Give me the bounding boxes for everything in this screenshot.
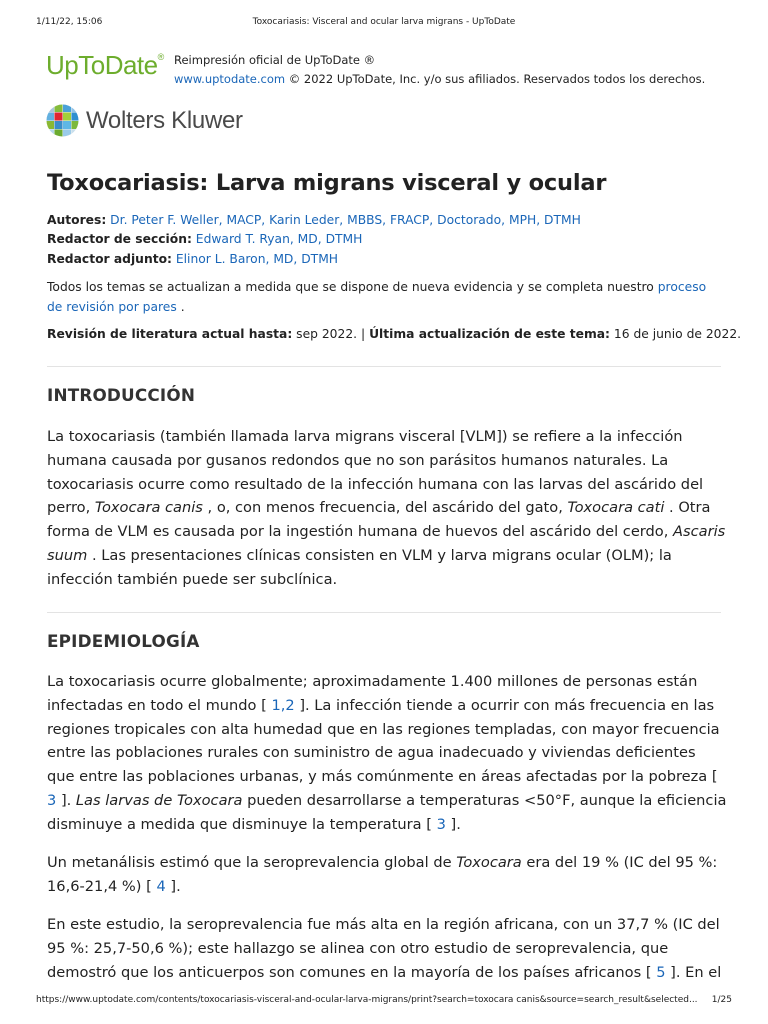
reference-link[interactable]: 1,2	[271, 696, 295, 714]
text-run: La toxocariasis ocurre globalmente; aproximadamente 1.400 millones de personas están infectadas en todo el mundo [	[47, 673, 698, 714]
divider	[47, 612, 721, 613]
reference-link[interactable]: 4	[156, 877, 166, 895]
deputy-editor-row	[47, 250, 338, 270]
italic-term: Toxocara canis	[94, 499, 203, 517]
divider	[47, 366, 721, 367]
copyright-text: © 2022 UpToDate, Inc. y/o sus afiliados. Reservados todos los derechos.	[288, 72, 706, 86]
text-run: ].	[60, 791, 72, 809]
epi-paragraph-2	[47, 851, 727, 899]
publisher-logo	[46, 103, 306, 137]
update-note-end: .	[180, 300, 185, 314]
text-run: ].	[450, 815, 461, 833]
authors-link[interactable]: Dr. Peter F. Weller, MACP, Karin Leder, MBBS, FRACP, Doctorado, MPH, DTMH	[110, 213, 581, 227]
text-run: Un metanálisis estimó que la seroprevalencia global de	[47, 854, 452, 871]
uptodate-site-link[interactable]: www.uptodate.com	[174, 72, 286, 86]
deputy-editor-link[interactable]: Elinor L. Baron, MD, DTMH	[175, 252, 339, 266]
text-run: ]. La infección tiende a ocurrir con más frecuencia en las regiones tropicales con alta humedad que en las regiones templadas, con mayor frecuencia entre las poblaciones rurales con suministro de agua inadecuado y viviendas deficientes que entre las poblaciones urbanas, y más comúnmente en áreas afectadas por la pobreza [	[47, 696, 720, 786]
wolters-kluwer-globe-icon	[46, 104, 79, 137]
section-editor-link[interactable]: Edward T. Ryan, MD, DTMH	[195, 232, 363, 246]
peer-review-link[interactable]: proceso de revisión por pares	[47, 280, 707, 314]
text-run: . Otra forma de VLM es causada por la ingestión humana de huevos del ascárido del cerdo,	[47, 499, 711, 541]
reprint-line: Reimpresión oficial de UpToDate ®	[174, 53, 376, 67]
lit-review-value: sep 2022.	[296, 327, 358, 341]
section-editor-label: Redactor de sección:	[47, 232, 192, 246]
literature-review-line	[47, 324, 741, 344]
reprint-notice	[174, 51, 705, 89]
authors-row	[47, 211, 581, 231]
print-datetime: 1/11/22, 15:06	[36, 17, 103, 27]
print-url: https://www.uptodate.com/contents/toxocariasis-visceral-and-ocular-larva-migrans/print?search=toxocara canis&source=search_result&selected...	[36, 995, 698, 1005]
separator: |	[360, 327, 366, 341]
update-note-text: Todos los temas se actualizan a medida que se dispone de nueva evidencia y se completa nuestro	[47, 280, 654, 294]
text-run: , o, con menos frecuencia, del ascárido del gato,	[207, 499, 563, 517]
text-run: ]. En el	[670, 963, 722, 981]
brand-row	[46, 47, 726, 91]
print-page-number: 1/25	[711, 995, 732, 1005]
lit-review-label: Revisión de literatura actual hasta:	[47, 327, 293, 341]
italic-term: Toxocara cati	[567, 499, 665, 517]
epi-paragraph-1	[47, 670, 727, 837]
italic-term: Toxocara	[456, 854, 522, 871]
section-editor-row	[47, 230, 362, 250]
text-run: pueden desarrollarse a temperaturas <50°F, aunque la eficiencia disminuye a medida que disminuye la temperatura [	[47, 791, 727, 833]
update-note	[47, 277, 717, 317]
intro-paragraph	[47, 425, 727, 592]
text-run: En este estudio, la seroprevalencia fue más alta en la región africana, con un 37,7 % (IC del 95 %: 25,7-50,6 %); este hallazgo se alinea con otro estudio de seroprevalencia, que demostró que los anticuerpos son comunes en la mayoría de los países africanos [	[47, 916, 720, 981]
italic-term: Las larvas de Toxocara	[75, 791, 243, 809]
reference-link[interactable]: 5	[656, 963, 666, 981]
page-title: Toxocariasis: Larva migrans visceral y ocular	[47, 170, 607, 196]
text-run: ].	[170, 877, 181, 895]
registered-mark: ®	[157, 52, 164, 62]
deputy-editor-label: Redactor adjunto:	[47, 252, 172, 266]
reference-link[interactable]: 3	[436, 815, 446, 833]
uptodate-logo	[46, 50, 164, 81]
authors-label: Autores:	[47, 213, 107, 227]
text-run: era del 19 % (IC del 95 %: 16,6-21,4 %) [	[47, 854, 718, 895]
publisher-name: Wolters Kluwer	[86, 107, 243, 134]
last-updated-value: 16 de junio de 2022.	[613, 327, 742, 341]
print-header	[36, 17, 732, 29]
uptodate-logo-text: UpToDate	[46, 50, 158, 80]
reference-link[interactable]: 3	[47, 791, 57, 809]
section-heading-introduccion: INTRODUCCIÓN	[47, 385, 196, 405]
section-heading-epidemiologia: EPIDEMIOLOGÍA	[47, 631, 200, 651]
last-updated-label: Última actualización de este tema:	[369, 327, 610, 341]
text-run: La toxocariasis (también llamada larva migrans visceral [VLM]) se refiere a la infección humana causada por gusanos redondos que no son parásitos humanos naturales. La toxocariasis ocurre como resultado de la infección humana con las larvas del ascárido del perro,	[47, 428, 704, 517]
italic-term: Ascaris suum	[47, 523, 726, 564]
text-run: . Las presentaciones clínicas consisten en VLM y larva migrans ocular (OLM); la infección también puede ser subclínica.	[47, 546, 672, 588]
print-footer	[36, 995, 732, 1007]
print-page-title: Toxocariasis: Visceral and ocular larva migrans - UpToDate	[252, 17, 516, 27]
epi-paragraph-3	[47, 913, 727, 984]
